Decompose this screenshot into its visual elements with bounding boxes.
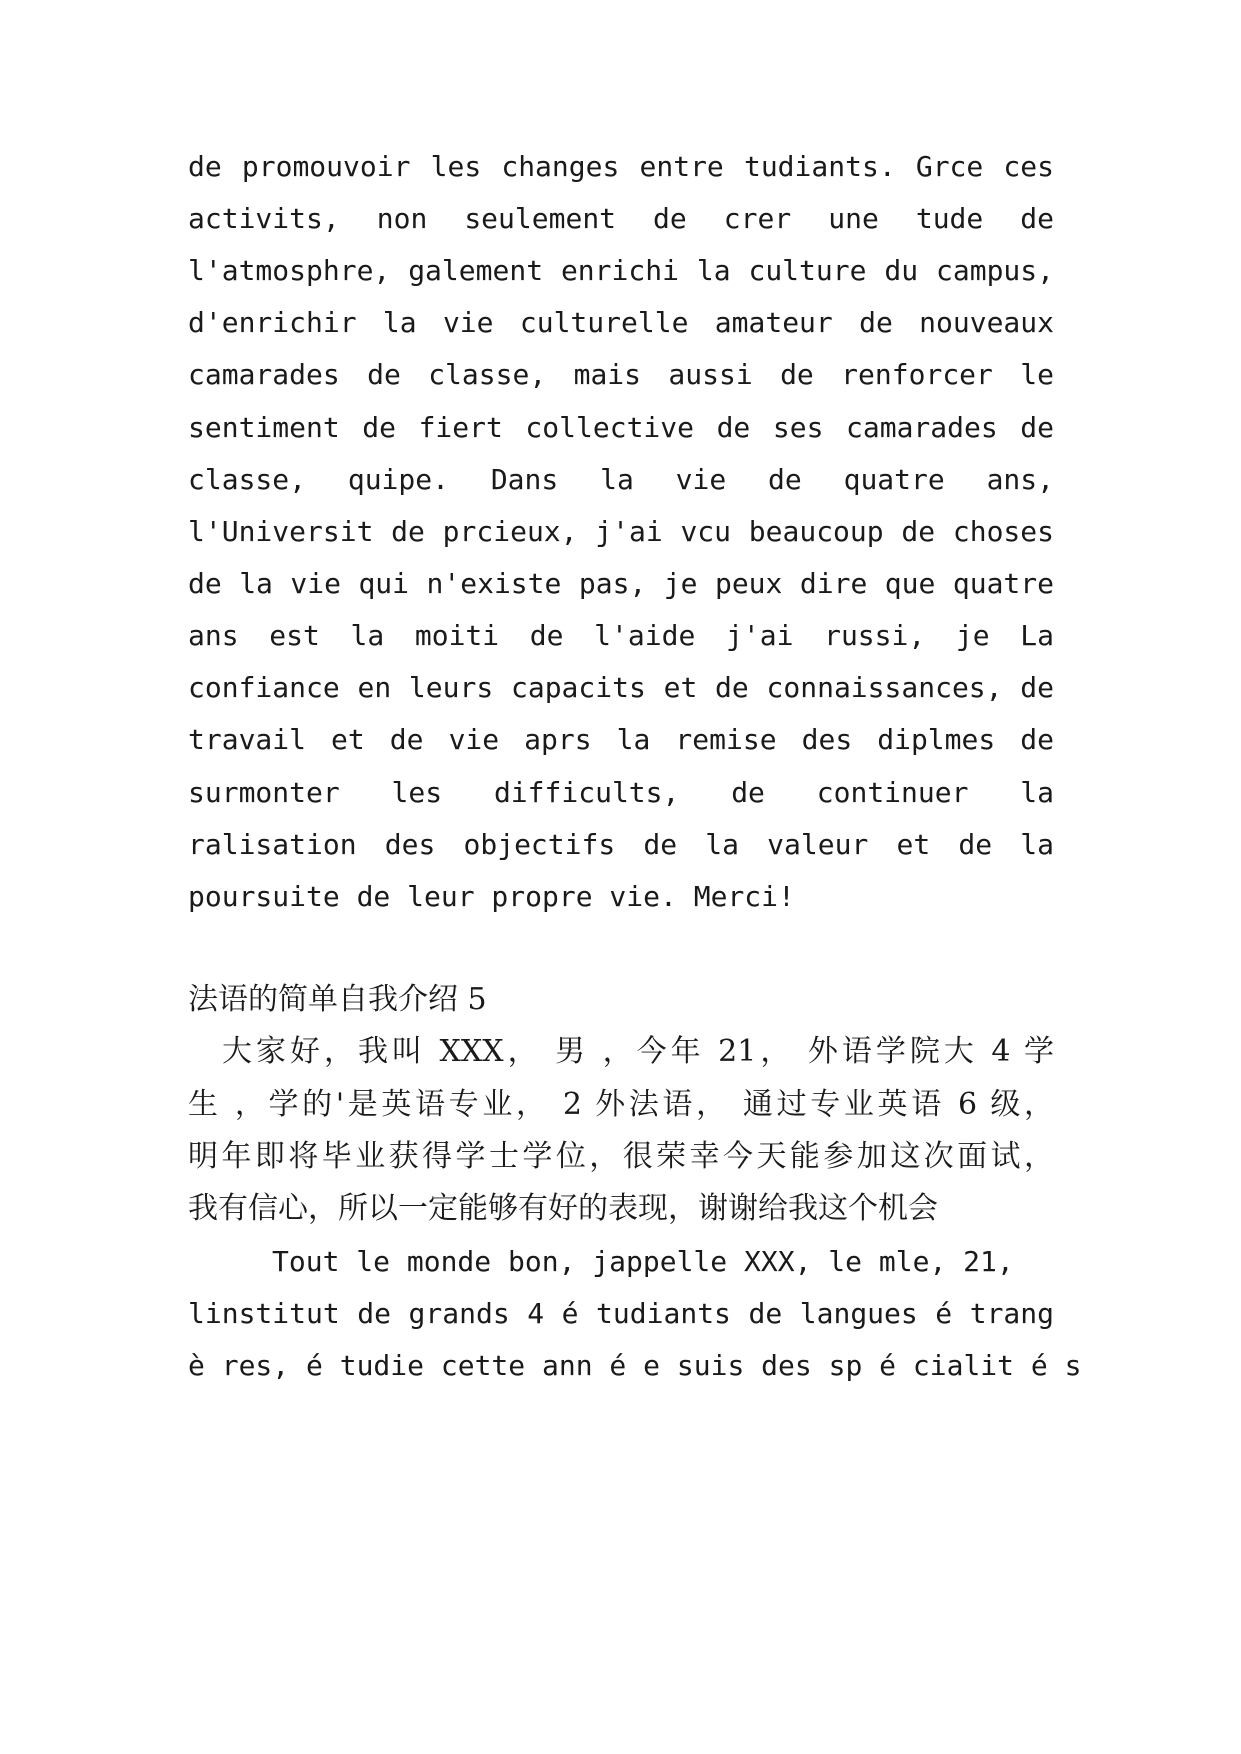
- paragraph-line: l'atmosphre, galement enrichi la culture du campus,: [188, 254, 1054, 287]
- paragraph-line: 明年即将毕业获得学士学位，很荣幸今天能参加这次面试，: [188, 1139, 1054, 1174]
- paragraph-line: 我有信心，所以一定能够有好的表现，谢谢给我这个机会: [188, 1191, 938, 1226]
- paragraph-line: de la vie qui n'existe pas, je peux dire que quatre: [188, 567, 1054, 600]
- paragraph-line: de promouvoir les changes entre tudiants. Grce ces: [188, 150, 1054, 183]
- paragraph-line: ans est la moiti de l'aide j'ai russi, je La: [188, 619, 1054, 652]
- paragraph-line: d'enrichir la vie culturelle amateur de nouveaux: [188, 306, 1054, 339]
- paragraph-line: confiance en leurs capacits et de connaissances, de: [188, 671, 1054, 704]
- paragraph-line: travail et de vie aprs la remise des diplmes de: [188, 723, 1054, 756]
- paragraph-line: 生 ，学的'是英语专业， 2 外法语， 通过专业英语 6 级，: [188, 1087, 1054, 1122]
- paragraph-line: activits, non seulement de crer une tude de: [188, 202, 1054, 235]
- paragraph-line: è res, é tudie cette ann é e suis des sp é cialit é s: [188, 1349, 1082, 1382]
- paragraph-line: Tout le monde bon, jappelle XXX, le mle, 21,: [188, 1245, 1014, 1278]
- paragraph-line: sentiment de fiert collective de ses camarades de: [188, 411, 1054, 444]
- paragraph-line: linstitut de grands 4 é tudiants de langues é trang: [188, 1297, 1054, 1330]
- paragraph-line: ralisation des objectifs de la valeur et de la: [188, 828, 1054, 861]
- paragraph-line: poursuite de leur propre vie. Merci!: [188, 880, 795, 913]
- paragraph-line: 大家好，我叫 XXX， 男 ，今年 21， 外语学院大 4 学: [188, 1034, 1054, 1069]
- paragraph-line: classe, quipe. Dans la vie de quatre ans,: [188, 463, 1054, 496]
- paragraph-line: l'Universit de prcieux, j'ai vcu beaucoup de choses: [188, 515, 1054, 548]
- section-heading: 法语的简单自我介绍 5: [188, 982, 487, 1017]
- paragraph-line: camarades de classe, mais aussi de renforcer le: [188, 358, 1054, 391]
- paragraph-line: surmonter les difficults, de continuer la: [188, 776, 1054, 809]
